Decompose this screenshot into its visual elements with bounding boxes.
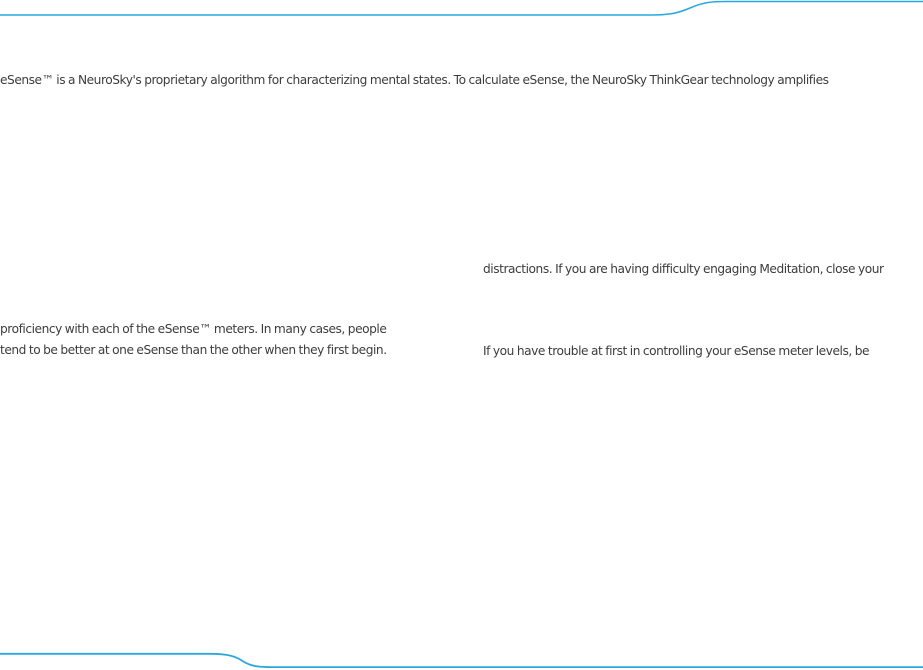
paragraph-intro-line: eSense™ is a NeuroSky's proprietary algorithm for characterizing mental states. To calculate eSense, the NeuroSky ThinkGear technology amplifies	[0, 73, 829, 87]
paragraph-left-proficiency-line: proficiency with each of the eSense™ meters. In many cases, people	[0, 322, 387, 336]
paragraph-left-tend-line: tend to be better at one eSense than the other when they first begin.	[0, 343, 387, 357]
header-divider	[0, 0, 923, 30]
paragraph-right-distractions-line: distractions. If you are having difficulty engaging Meditation, close your	[483, 262, 884, 276]
paragraph-right-trouble-line: If you have trouble at first in controlling your eSense meter levels, be	[483, 344, 870, 358]
